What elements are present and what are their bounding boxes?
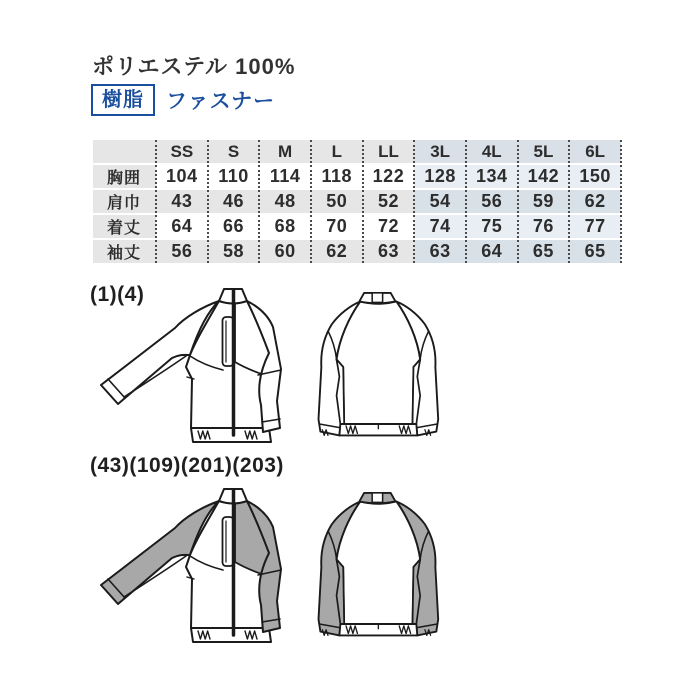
size-column-header: 5L bbox=[518, 140, 570, 164]
size-value-cell: 75 bbox=[466, 214, 518, 239]
jacket-front-gray-illustration bbox=[84, 485, 312, 647]
size-value-cell: 52 bbox=[363, 189, 415, 214]
size-value-cell: 74 bbox=[414, 214, 466, 239]
size-column-header: SS bbox=[156, 140, 208, 164]
size-value-cell: 43 bbox=[156, 189, 208, 214]
size-value-cell: 70 bbox=[311, 214, 363, 239]
size-value-cell: 104 bbox=[156, 164, 208, 189]
size-value-cell: 134 bbox=[466, 164, 518, 189]
size-value-cell: 63 bbox=[363, 239, 415, 264]
size-value-cell: 59 bbox=[518, 189, 570, 214]
size-value-cell: 50 bbox=[311, 189, 363, 214]
fastener-row bbox=[91, 84, 275, 116]
jacket-back-gray-illustration bbox=[309, 488, 461, 646]
size-value-cell: 76 bbox=[518, 214, 570, 239]
jacket-front-white-illustration bbox=[84, 285, 312, 447]
size-value-cell: 64 bbox=[466, 239, 518, 264]
size-table bbox=[93, 140, 622, 265]
size-table-row bbox=[93, 214, 621, 239]
size-value-cell: 65 bbox=[569, 239, 621, 264]
size-column-header: L bbox=[311, 140, 363, 164]
size-column-header: M bbox=[259, 140, 311, 164]
size-value-cell: 62 bbox=[569, 189, 621, 214]
size-value-cell: 68 bbox=[259, 214, 311, 239]
size-value-cell: 58 bbox=[208, 239, 260, 264]
material-text: ポリエステル 100% bbox=[92, 54, 296, 79]
size-table-row bbox=[93, 164, 621, 189]
size-value-cell: 64 bbox=[156, 214, 208, 239]
size-value-cell: 54 bbox=[414, 189, 466, 214]
size-value-cell: 142 bbox=[518, 164, 570, 189]
fastener-tag-badge: 樹脂 bbox=[91, 84, 155, 116]
size-value-cell: 150 bbox=[569, 164, 621, 189]
size-column-header: S bbox=[208, 140, 260, 164]
size-column-header: LL bbox=[363, 140, 415, 164]
size-value-cell: 56 bbox=[156, 239, 208, 264]
size-value-cell: 56 bbox=[466, 189, 518, 214]
fastener-label: ファスナー bbox=[166, 90, 276, 113]
size-value-cell: 114 bbox=[259, 164, 311, 189]
jacket-back-white-illustration bbox=[309, 288, 461, 446]
size-column-header: 6L bbox=[569, 140, 621, 164]
size-value-cell: 60 bbox=[259, 239, 311, 264]
size-value-cell: 63 bbox=[414, 239, 466, 264]
size-row-label: 袖丈 bbox=[93, 239, 156, 264]
variant-1-code-label: (1)(4) bbox=[90, 283, 145, 306]
size-value-cell: 110 bbox=[208, 164, 260, 189]
variant-2-code-label: (43)(109)(201)(203) bbox=[90, 454, 284, 477]
size-value-cell: 128 bbox=[414, 164, 466, 189]
size-value-cell: 118 bbox=[311, 164, 363, 189]
size-table-row bbox=[93, 189, 621, 214]
size-row-label: 胸囲 bbox=[93, 164, 156, 189]
size-column-header: 3L bbox=[414, 140, 466, 164]
size-value-cell: 72 bbox=[363, 214, 415, 239]
size-value-cell: 65 bbox=[518, 239, 570, 264]
size-table-corner bbox=[93, 140, 156, 164]
size-table-row bbox=[93, 239, 621, 264]
size-value-cell: 77 bbox=[569, 214, 621, 239]
size-column-header: 4L bbox=[466, 140, 518, 164]
size-value-cell: 122 bbox=[363, 164, 415, 189]
size-table-body bbox=[93, 140, 621, 264]
size-value-cell: 46 bbox=[208, 189, 260, 214]
size-value-cell: 66 bbox=[208, 214, 260, 239]
size-value-cell: 48 bbox=[259, 189, 311, 214]
size-row-label: 肩巾 bbox=[93, 189, 156, 214]
size-value-cell: 62 bbox=[311, 239, 363, 264]
size-row-label: 着丈 bbox=[93, 214, 156, 239]
